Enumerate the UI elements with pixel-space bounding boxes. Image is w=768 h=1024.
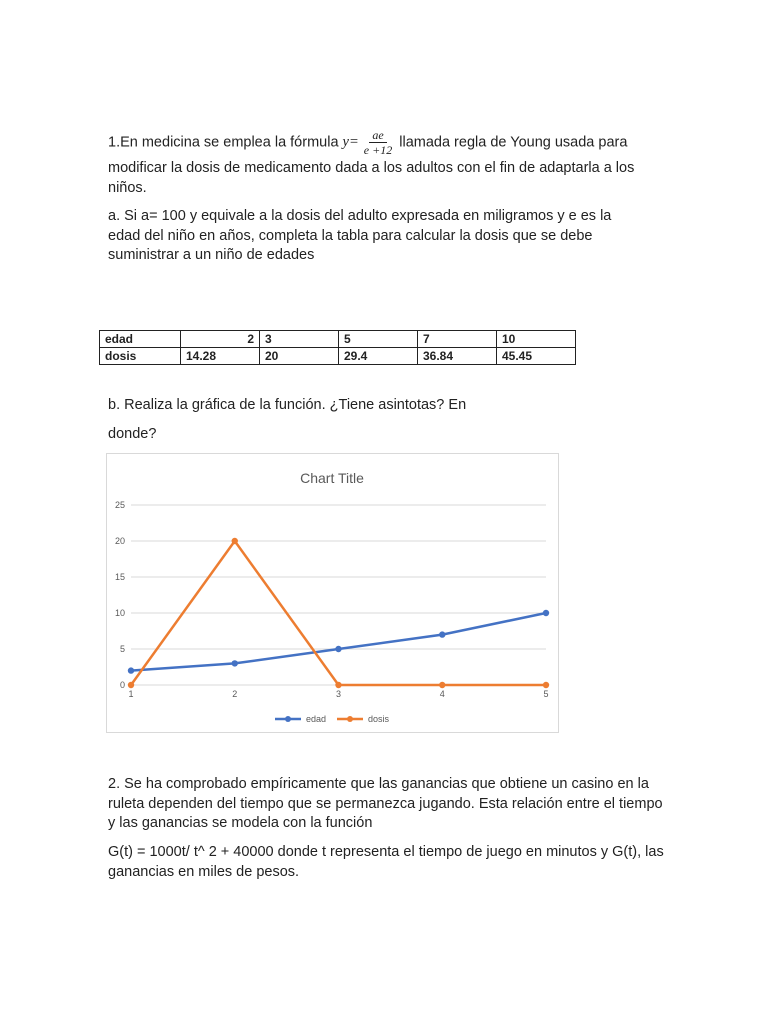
x-tick-label: 2 bbox=[232, 689, 238, 699]
problem1-intro bbox=[108, 128, 627, 157]
table-cell: 29.4 bbox=[339, 348, 418, 365]
table-row bbox=[100, 348, 576, 365]
x-tick-label: 4 bbox=[439, 689, 445, 699]
table-cell: 20 bbox=[260, 348, 339, 365]
data-point-dosis bbox=[439, 682, 445, 688]
table-cell: 10 bbox=[497, 331, 576, 348]
chart-title: Chart Title bbox=[300, 470, 364, 486]
problem1-intro-b: llamada regla de Young usada para bbox=[399, 134, 628, 151]
table-cell: 14.28 bbox=[181, 348, 260, 365]
x-tick-label: 3 bbox=[335, 689, 342, 699]
problem1-intro-a: 1.En medicina se emplea la fórmula bbox=[108, 134, 339, 151]
legend-label-dosis: dosis bbox=[368, 714, 390, 724]
data-point-dosis bbox=[335, 682, 341, 688]
legend-label-edad: edad bbox=[306, 714, 327, 724]
y-tick-label: 20 bbox=[114, 536, 125, 546]
line-chart bbox=[106, 453, 559, 733]
data-point-dosis bbox=[128, 682, 134, 688]
y-tick-label: 15 bbox=[114, 572, 125, 582]
chart-canvas bbox=[107, 454, 558, 732]
x-tick-label: 5 bbox=[543, 689, 549, 699]
y-tick-label: 25 bbox=[114, 500, 125, 510]
data-point-edad bbox=[128, 667, 134, 673]
y-tick-label: 5 bbox=[119, 644, 125, 654]
dose-table bbox=[99, 330, 576, 365]
formula-fraction bbox=[361, 128, 395, 157]
table-cell: 36.84 bbox=[418, 348, 497, 365]
legend-marker-edad bbox=[285, 716, 291, 722]
legend-marker-dosis bbox=[347, 716, 353, 722]
table-cell: 7 bbox=[418, 331, 497, 348]
problem1-part-b-line1: b. Realiza la gráfica de la función. ¿Tiene asintotas? En bbox=[108, 397, 467, 413]
formula-y: y= bbox=[342, 133, 359, 150]
problem2-text: 2. Se ha comprobado empíricamente que las ganancias que obtiene un casino en la ruleta dependen del tiempo que se permanezca jugando. Esta relación entre el tiempo y las ganancias se modela con la función bbox=[108, 776, 663, 831]
table-cell: 5 bbox=[339, 331, 418, 348]
y-tick-label: 10 bbox=[114, 608, 125, 618]
table-row bbox=[100, 331, 576, 348]
data-point-dosis bbox=[232, 538, 238, 544]
formula-numerator: ae bbox=[369, 128, 386, 143]
table-cell: dosis bbox=[100, 348, 181, 365]
problem1-intro-continued: modificar la dosis de medicamento dada a los adultos con el fin de adaptarla a los niños. bbox=[108, 160, 635, 196]
table-cell: 45.45 bbox=[497, 348, 576, 365]
problem2-function: G(t) = 1000t/ t^ 2 + 40000 donde t representa el tiempo de juego en minutos y G(t), las ganancias en miles de pesos. bbox=[108, 844, 664, 880]
data-point-edad bbox=[543, 610, 549, 616]
data-point-dosis bbox=[543, 682, 549, 688]
problem1-part-a: a. Si a= 100 y equivale a la dosis del adulto expresada en miligramos y e es la edad del niño en años, completa la tabla para calcular la dosis que se debe suministrar a un niño de edades bbox=[108, 208, 612, 263]
table-cell: 3 bbox=[260, 331, 339, 348]
data-point-edad bbox=[439, 631, 445, 637]
table-cell: 2 bbox=[181, 331, 260, 348]
young-formula bbox=[343, 128, 396, 157]
data-point-edad bbox=[335, 646, 341, 652]
series-line-edad bbox=[131, 613, 546, 671]
x-tick-label: 1 bbox=[128, 689, 134, 699]
y-tick-label: 0 bbox=[119, 680, 125, 690]
data-point-edad bbox=[232, 660, 238, 666]
problem1-part-b-line2: donde? bbox=[108, 426, 157, 442]
table-cell: edad bbox=[100, 331, 181, 348]
formula-denominator: e +12 bbox=[363, 143, 393, 157]
